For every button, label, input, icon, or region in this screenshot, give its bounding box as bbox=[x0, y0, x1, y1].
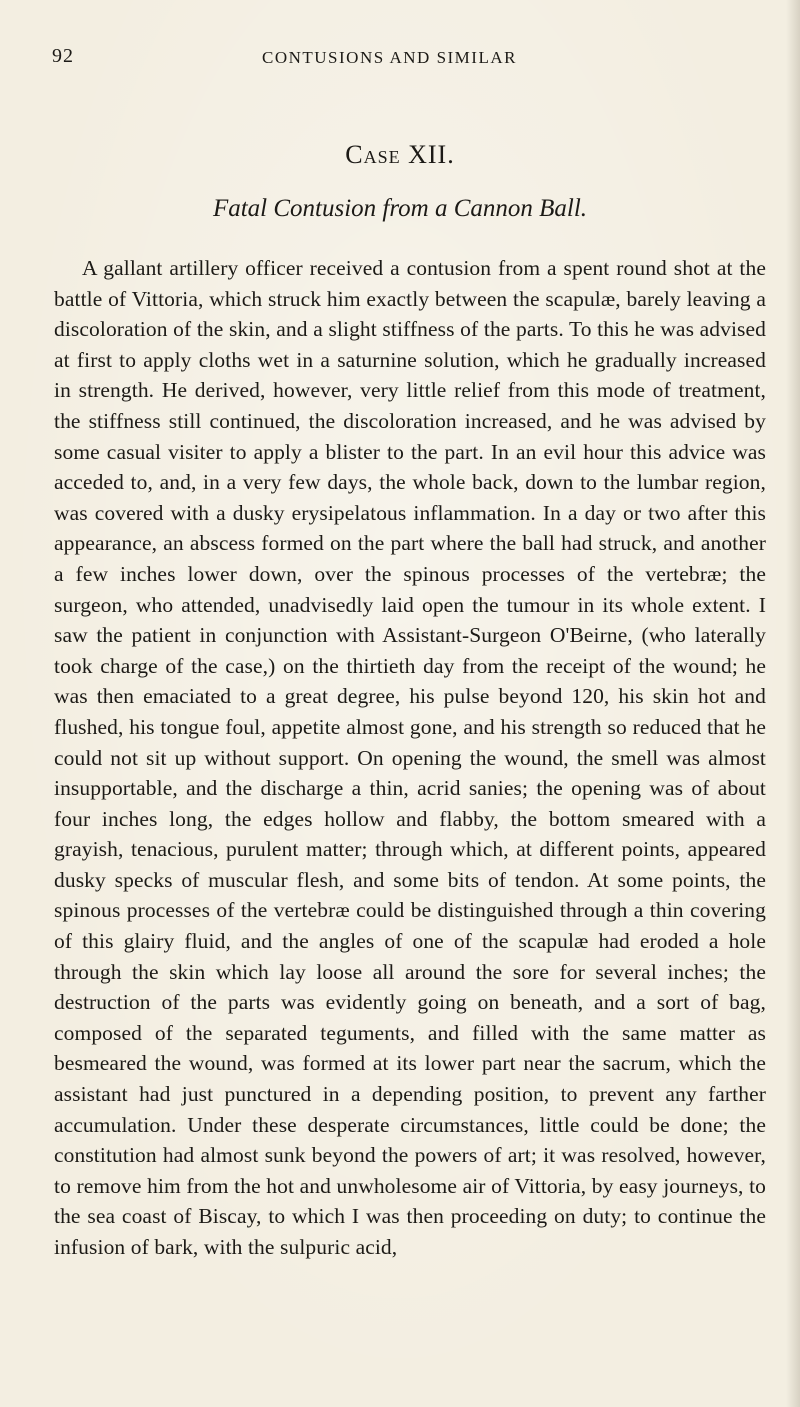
body-paragraph: A gallant artillery officer received a contusion from a spent round shot at the battle of Vittoria, which struck him exactly between the scapulæ, barely leaving a discoloration of the skin, and a slight stiffness of the parts. To this he was advised at first to apply cloths wet in a saturnine solution, which he gradually increased in strength. He derived, however, very little relief from this mode of treatment, the stiffness still continued, the discoloration increased, and he was advised by some casual visiter to apply a blister to the part. In an evil hour this advice was acceded to, and, in a very few days, the whole back, down to the lumbar region, was covered with a dusky erysipelatous inflammation. In a day or two after this appearance, an abscess formed on the part where the ball had struck, and another a few inches lower down, over the spinous processes of the vertebræ; the surgeon, who attended, unadvisedly laid open the tumour in its whole extent. I saw the patient in conjunction with Assistant-Surgeon O'Beirne, (who laterally took charge of the case,) on the thirtieth day from the receipt of the wound; he was then emaciated to a great degree, his pulse beyond 120, his skin hot and flushed, his tongue foul, appetite almost gone, and his strength so reduced that he could not sit up without support. On opening the wound, the smell was almost insupportable, and the discharge a thin, acrid sanies; the opening was of about four inches long, the edges hollow and flabby, the bottom smeared with a grayish, tenacious, purulent matter; through which, at different points, appeared dusky specks of muscular flesh, and some bits of tendon. At some points, the spinous processes of the vertebræ could be distinguished through a thin covering of this glairy fluid, and the angles of one of the scapulæ had eroded a hole through the skin which lay loose all around the sore for several inches; the destruction of the parts was evidently going on beneath, and a sort of bag, composed of the separated teguments, and filled with the same matter as besmeared the wound, was formed at its lower part near the sacrum, which the assistant had just punctured in a depending position, to prevent any farther accumulation. Under these desperate circumstances, little could be done; the constitution had almost sunk beyond the powers of art; it was resolved, however, to remove him from the hot and unwholesome air of Vittoria, by easy journeys, to the sea coast of Biscay, to which I was then proceeding on duty; to continue the infusion of bark, with the sulpuric acid, bbox=[54, 256, 766, 1259]
running-title: CONTUSIONS AND SIMILAR bbox=[262, 48, 517, 67]
page-number: 92 bbox=[52, 45, 74, 67]
running-head bbox=[52, 45, 760, 75]
case-heading: Case XII. bbox=[345, 140, 455, 169]
case-subtitle: Fatal Contusion from a Cannon Ball. bbox=[212, 195, 588, 222]
